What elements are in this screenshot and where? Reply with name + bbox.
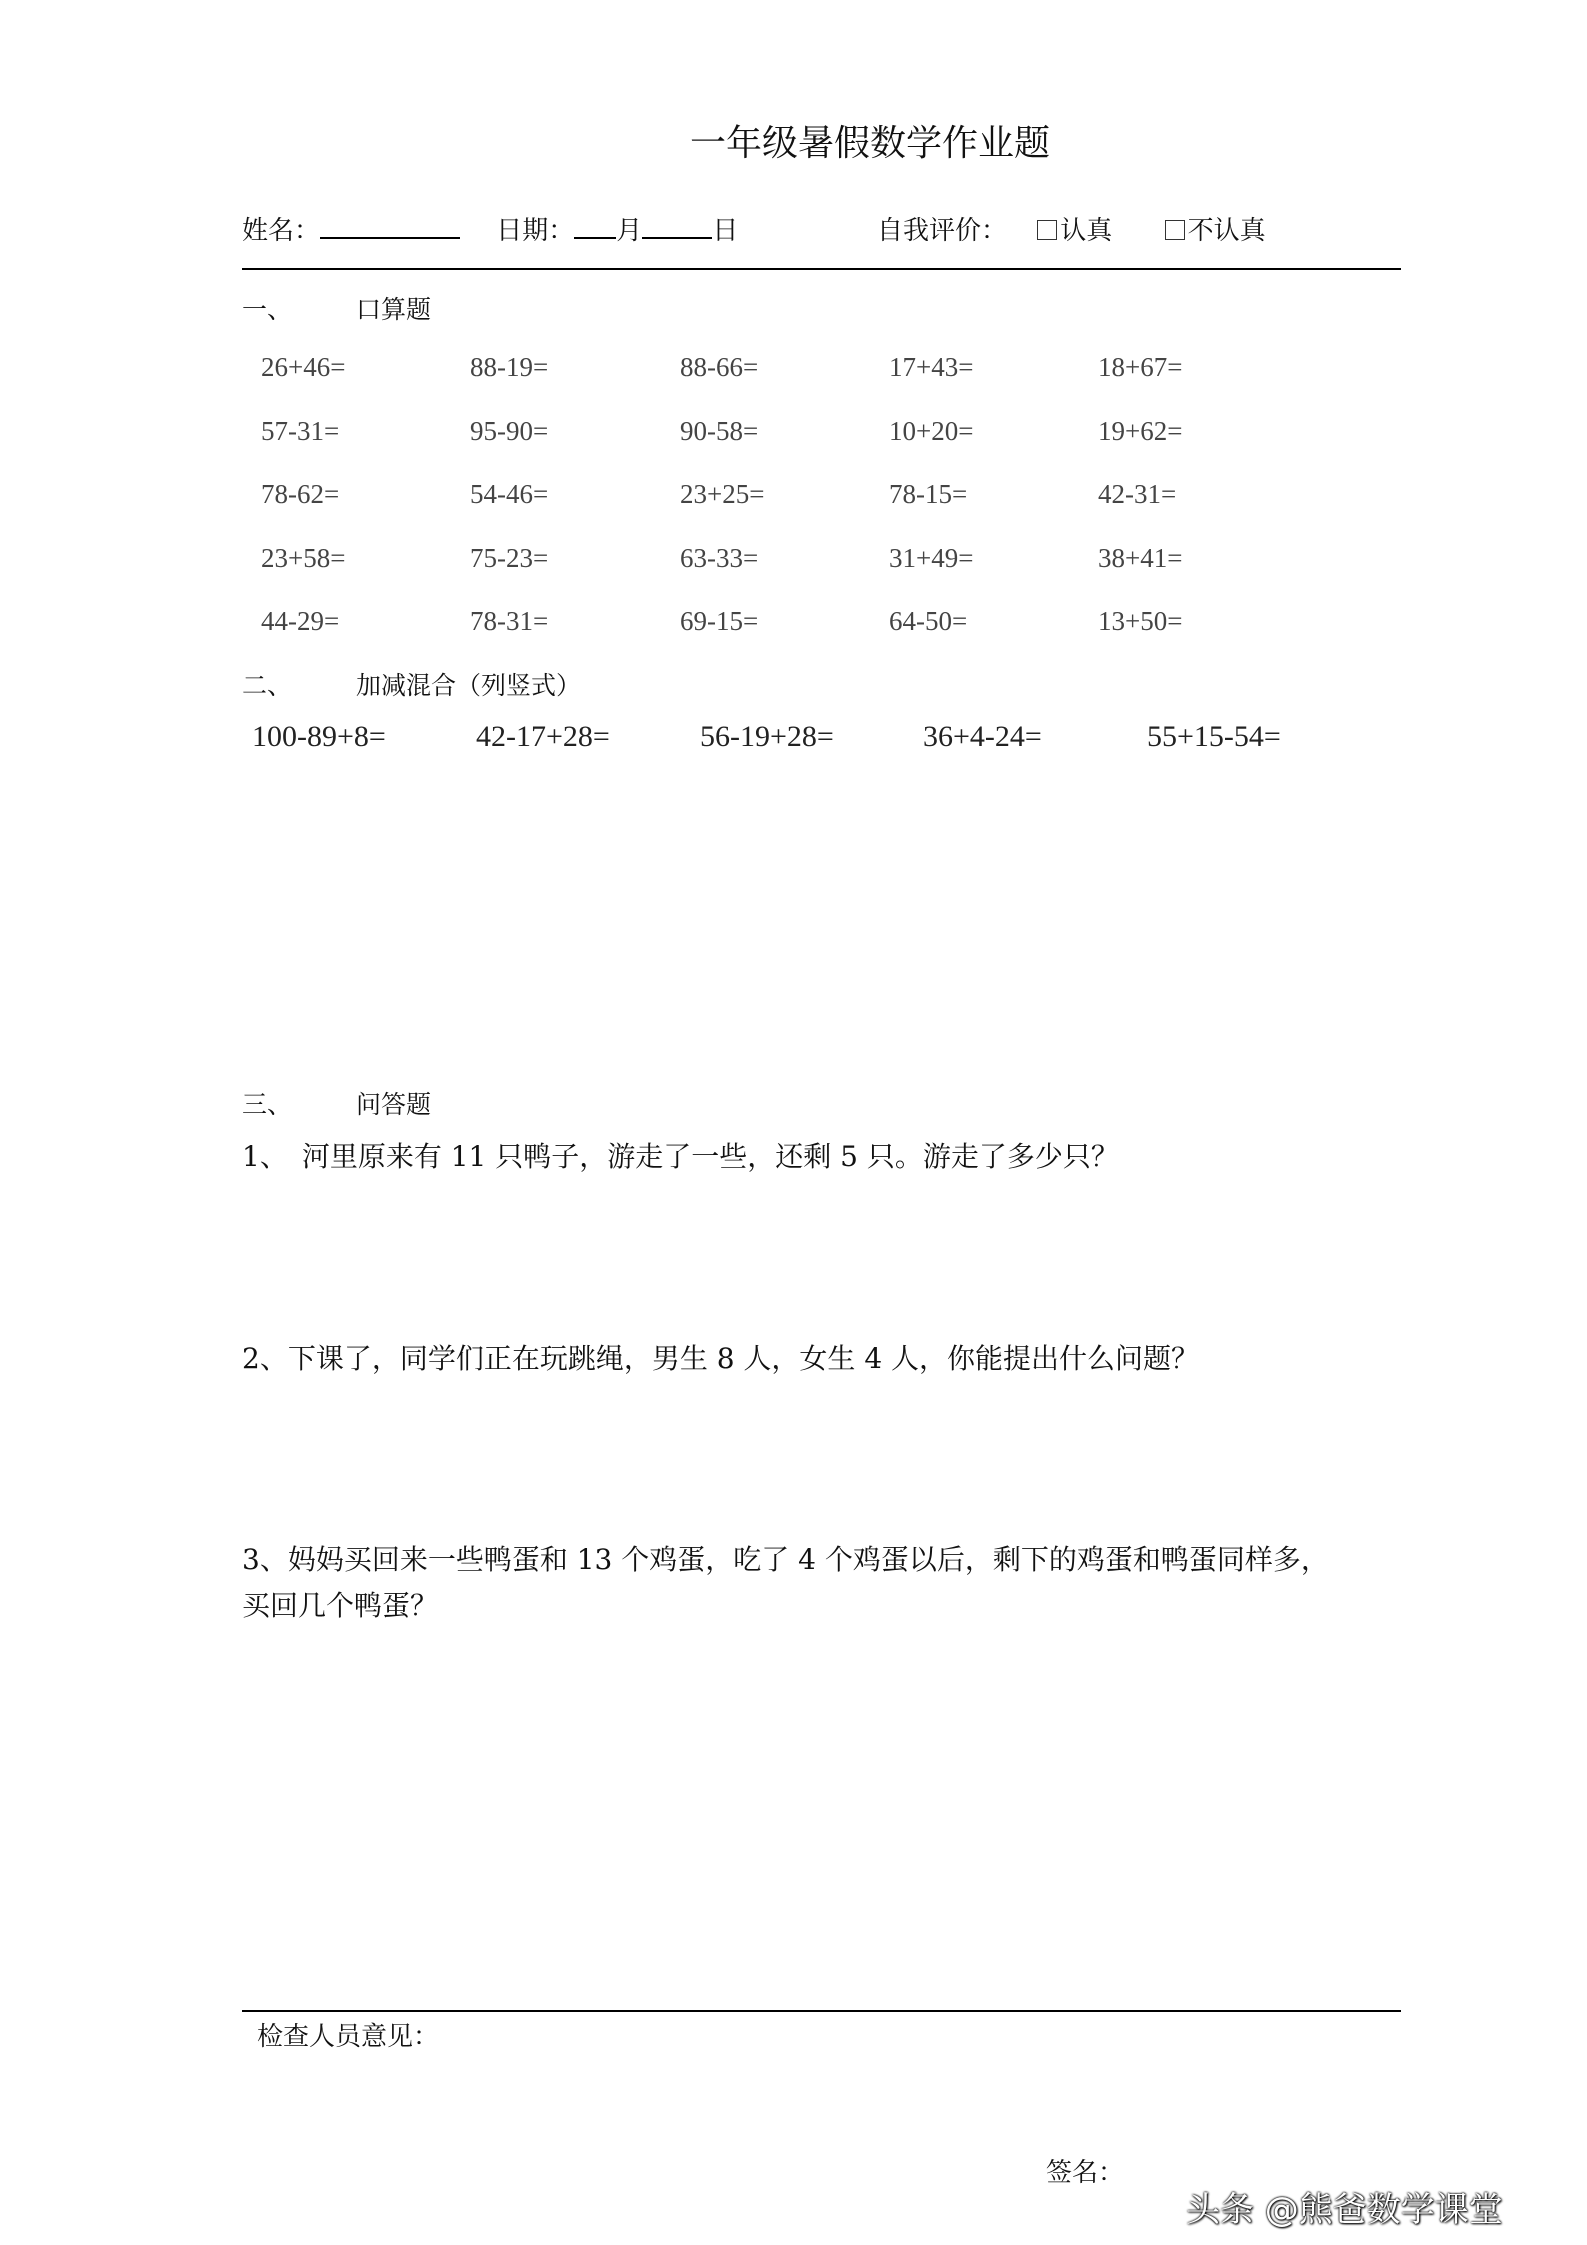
calc-item: 75-23= <box>470 543 549 573</box>
calc-item: 26+46= <box>261 352 346 382</box>
day-blank[interactable] <box>642 211 712 239</box>
name-blank[interactable] <box>320 211 460 239</box>
calc-item: 69-15= <box>680 606 759 636</box>
section1-title: 口算题 <box>356 295 432 324</box>
calc-item: 44-29= <box>261 606 340 636</box>
section2-title: 加减混合（列竖式） <box>356 671 582 700</box>
calc-item: 57-31= <box>261 416 340 446</box>
mixed-item: 100-89+8= <box>252 720 386 753</box>
calc-item: 64-50= <box>889 606 968 636</box>
calc-item: 88-19= <box>470 352 549 382</box>
calc-item: 78-15= <box>889 479 968 509</box>
day-label: 日 <box>712 216 739 246</box>
page-title: 一年级暑假数学作业题 <box>689 123 1050 164</box>
calc-item: 90-58= <box>680 416 759 446</box>
calc-item: 13+50= <box>1098 606 1183 636</box>
question-3-line1: 3、妈妈买回来一些鸭蛋和 13 个鸡蛋，吃了 4 个鸡蛋以后，剩下的鸡蛋和鸭蛋同样多， <box>242 1543 1329 1576</box>
signature-label: 签名： <box>1046 2158 1125 2188</box>
option-serious[interactable] <box>1037 216 1112 246</box>
header-divider <box>242 268 1401 270</box>
month-blank[interactable] <box>574 211 616 239</box>
calc-item: 19+62= <box>1098 416 1183 446</box>
name-label: 姓名： <box>242 216 321 246</box>
section3-number: 三、 <box>242 1090 293 1119</box>
calc-item: 42-31= <box>1098 479 1177 509</box>
calc-item: 18+67= <box>1098 352 1183 382</box>
section3-title: 问答题 <box>356 1090 432 1119</box>
section1-number: 一、 <box>242 295 293 324</box>
header-info <box>242 210 738 247</box>
calc-item: 31+49= <box>889 543 974 573</box>
question-3-line2: 买回几个鸭蛋？ <box>242 1589 439 1622</box>
calc-item: 23+25= <box>680 479 765 509</box>
calc-item: 54-46= <box>470 479 549 509</box>
watermark: 头条 @熊爸数学课堂 <box>1186 2190 1503 2230</box>
calc-item: 17+43= <box>889 352 974 382</box>
question-1: 1、 河里原来有 11 只鸭子，游走了一些，还剩 5 只。游走了多少只？ <box>242 1140 1119 1173</box>
calc-item: 63-33= <box>680 543 759 573</box>
calc-item: 88-66= <box>680 352 759 382</box>
calc-item: 23+58= <box>261 543 346 573</box>
calc-item: 10+20= <box>889 416 974 446</box>
checkbox-icon[interactable] <box>1165 220 1185 240</box>
date-label: 日期： <box>496 216 575 246</box>
calc-item: 38+41= <box>1098 543 1183 573</box>
section2-number: 二、 <box>242 671 293 700</box>
self-eval-label: 自我评价： <box>877 216 1008 246</box>
calc-item: 78-31= <box>470 606 549 636</box>
mixed-item: 36+4-24= <box>923 720 1042 753</box>
checkbox-icon[interactable] <box>1037 220 1057 240</box>
mixed-item: 55+15-54= <box>1147 720 1281 753</box>
calc-item: 95-90= <box>470 416 549 446</box>
question-2: 2、下课了，同学们正在玩跳绳，男生 8 人，女生 4 人，你能提出什么问题？ <box>242 1342 1200 1375</box>
self-evaluation <box>877 210 1266 247</box>
footer-divider <box>242 2010 1401 2012</box>
month-label: 月 <box>616 216 643 246</box>
option-serious-label: 认真 <box>1060 216 1113 246</box>
mixed-item: 56-19+28= <box>700 720 834 753</box>
reviewer-comment-label: 检查人员意见： <box>257 2022 440 2052</box>
calc-item: 78-62= <box>261 479 340 509</box>
option-not-serious-label: 不认真 <box>1187 216 1266 246</box>
option-not-serious[interactable] <box>1165 216 1266 246</box>
mixed-item: 42-17+28= <box>476 720 610 753</box>
